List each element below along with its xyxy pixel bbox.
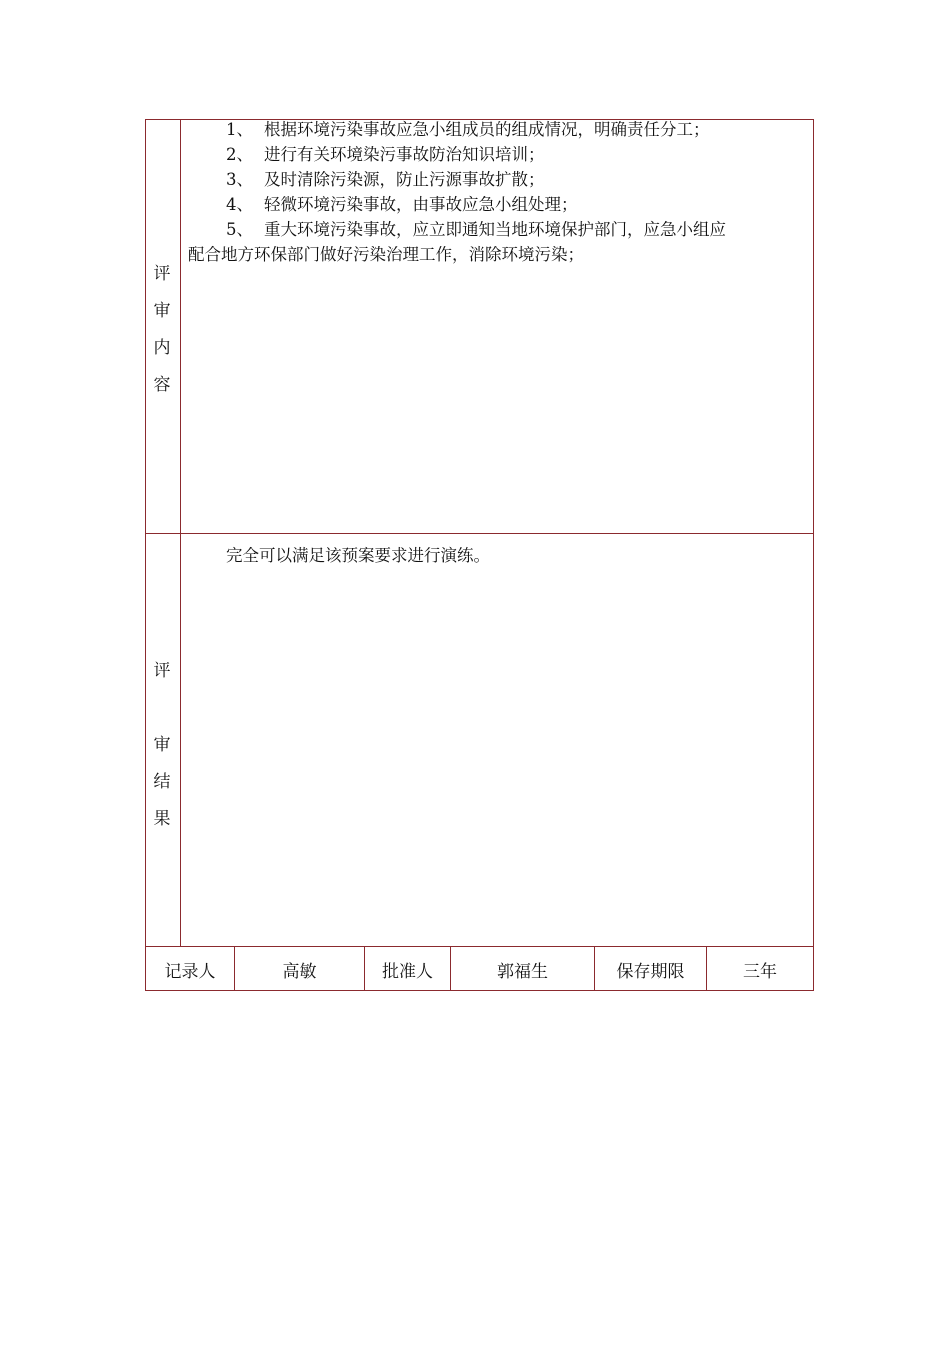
item-number: 4、 [226, 195, 253, 214]
label-char: 审 [153, 301, 171, 321]
approver-value: 郭福生 [497, 961, 548, 982]
item-number: 5、 [226, 220, 253, 239]
retention-label: 保存期限 [616, 961, 685, 982]
label-char: 审 [153, 735, 171, 755]
label-char: 评 [153, 264, 171, 284]
approver-label: 批准人 [382, 961, 433, 982]
item-text: 轻微环境污染事故，由事故应急小组处理； [264, 195, 578, 214]
label-char: 容 [153, 375, 171, 395]
item-text: 重大环境污染事故，应立即通知当地环境保护部门，应急小组应 [264, 220, 726, 239]
item-text: 及时清除污染源，防止污源事故扩散； [264, 170, 545, 189]
recorder-label: 记录人 [164, 961, 216, 982]
item-number: 1、 [226, 120, 253, 139]
retention-value: 三年 [743, 961, 777, 982]
item-number: 2、 [226, 145, 253, 164]
label-char: 果 [153, 809, 171, 829]
review-result-text: 完全可以满足该预案要求进行演练。 [226, 546, 490, 565]
item-continuation: 配合地方环保部门做好污染治理工作，消除环境污染； [188, 245, 584, 264]
item-number: 3、 [226, 170, 253, 189]
item-text: 根据环境污染事故应急小组成员的组成情况，明确责任分工； [264, 120, 710, 139]
label-char: 内 [153, 338, 171, 358]
label-char: 结 [153, 772, 171, 792]
recorder-value: 高敏 [282, 961, 317, 982]
label-char: 评 [153, 661, 171, 681]
item-text: 进行有关环境染污事故防治知识培训； [264, 145, 545, 164]
